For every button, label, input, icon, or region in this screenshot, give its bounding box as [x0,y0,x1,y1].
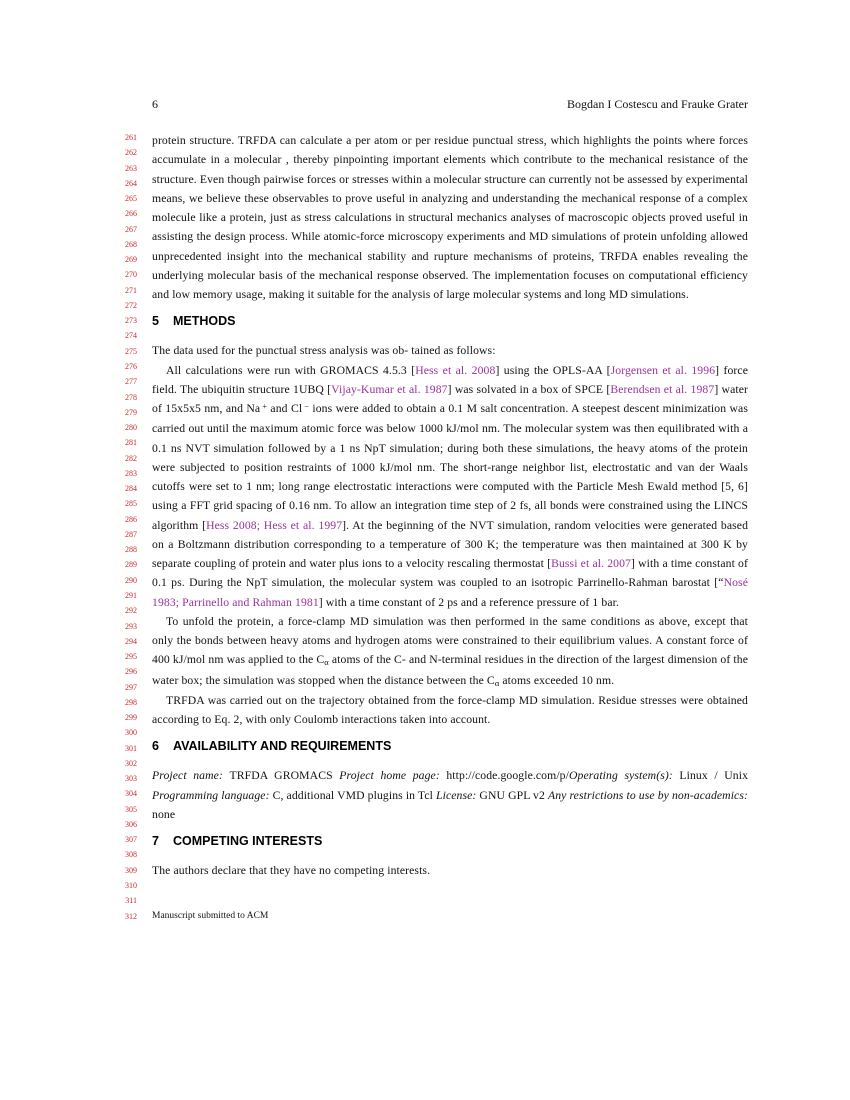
line-number: 286 [125,514,137,524]
section-heading [152,314,748,329]
line-number: 280 [125,423,137,433]
text-segment: Programming language: [152,788,273,802]
line-number: 271 [125,285,137,295]
line-number: 293 [125,621,137,631]
line-number: 298 [125,697,137,707]
text-segment: All calculations were run with GROMACS 4.5.3 [ [166,363,416,377]
line-number: 263 [125,163,137,173]
section-number: 6 [152,739,159,754]
text-segment: and Cl [267,402,303,415]
line-number: 292 [125,606,137,616]
section-number: 7 [152,834,159,848]
line-number: 270 [125,270,137,280]
line-number: 308 [125,850,137,860]
text-segment: To unfold the protein, a force-clamp MD simulation was then performed in the same conditions as above, except that only the bonds between heavy atoms and hydrogen atoms were constrained to their equilibrium values. A constant force of 400 kJ/mol nm was applied to the C [152,614,748,667]
line-number: 275 [125,346,137,356]
line-number: 272 [125,300,137,310]
text-segment: ] water of 15x5x5 nm, and Na [152,382,749,415]
line-number: 311 [125,896,137,906]
line-number: 266 [125,209,137,219]
line-number: 262 [125,148,137,158]
text-segment: ] was solvated in a box of SPCE [ [447,382,611,396]
line-number: 288 [125,545,137,555]
paragraph [152,361,748,612]
text-segment: Any restrictions to use by non-academics: [547,788,748,802]
paragraph [152,766,748,824]
text-segment: The data used for the punctual stress analysis was ob- tained as follows: [152,344,496,358]
text-segment: − [304,400,310,411]
line-number: 277 [125,377,137,387]
section-title: METHODS [173,314,236,329]
text-segment: protein structure. TRFDA can calculate a per atom or per residue punctual stress, which highlights the points where forces accumulate in a molecular , thereby pinpointing important elements which contribute to the mechanical resistance of the structure. Even though pairwise forces or stresses within a molecular structure can currently not be assessed by experimental means, we believe these observables to prove useful in analyzing and understanding the mechanical response of a complex molecule like a protein, just as stress calculations in structural mechanics analyses of macroscopic objects proved useful in assisting the design process. While atomic-force microscopy experiments and MD simulations of protein unfolding allowed unprecedented insight into the mechanical stability and rupture mechanisms of proteins, TRFDA enables revealing the underlying molecular basis of the mechanical response observed. The implementation focuses on computational efficiency and low memory usage, making it suitable for the analysis of large molecular systems and long MD simulations. [152,134,748,301]
text-segment: atoms exceeded 10 nm. [499,673,615,687]
text-segment: ]. At the beginning of the NVT simulation, random velocities were generated based on a Boltzmann distribution corresponding to a temperature of 300 K; the temperature was then maintained at 300 K by separate coupling of protein and water plus ions to a velocity rescaling thermostat [ [152,518,749,570]
line-number: 276 [125,361,137,371]
paragraph [152,341,748,360]
line-number: 282 [125,453,137,463]
section-title: COMPETING INTERESTS [173,834,323,848]
line-number: 307 [125,835,137,845]
citation-link[interactable]: Hess 2008; Hess et al. 1997 [206,518,343,532]
citation-link[interactable]: Nosé 1983; Parrinello and Rahman 1981 [152,576,748,609]
line-number: 285 [125,499,137,509]
line-number: 264 [125,178,137,188]
text-segment: TRFDA was carried out on the trajectory obtained from the force-clamp MD simulation. Residue stresses were obtained according to Eq. 2, with only Coulomb interactions taken into account. [152,693,748,726]
citation-link[interactable]: Berendsen et al. 1987 [610,382,715,396]
text-segment: ] with a time constant of 0.1 ps. During the NpT simulation, the molecular system was coupled to an isotropic Parrinello-Rahman barostat [“ [152,557,748,590]
section-heading [152,739,748,754]
page-header [152,97,748,112]
text-segment: GNU GPL v2 [479,788,548,802]
line-number: 297 [125,682,137,692]
line-number: 268 [125,239,137,249]
line-number: 278 [125,392,137,402]
text-segment: ions were added to obtain a 0.1 M salt concentration. A steepest descent minimization was carried out until the maximum atomic force was below 1000 kJ/mol nm. The molecular system was then equilibrated with a 0.1 ns NVT simulation followed by a 1 ns NpT simulation; during both these simulations, the heavy atoms of the protein were subjected to position restraints of 1000 kJ/mol nm. The short-range neighbor list, electrostatic and van der Waals cutoffs were set to 1 nm; long range electrostatic interactions were computed with the Particle Mesh Ewald method [5, 6] using a FFT grid spacing of 0.16 nm. To allow an integration time step of 2 fs, all bonds were constrained using the LINCS algorithm [ [152,402,748,532]
text-segment: ] using the OPLS-AA [ [495,363,611,377]
line-number: 279 [125,407,137,417]
line-number: 284 [125,484,137,494]
line-number: 274 [125,331,137,341]
line-number: 291 [125,590,137,600]
running-authors: Bogdan I Costescu and Frauke Grater [567,97,748,111]
citation-link[interactable]: Bussi et al. 2007 [551,557,632,570]
text-segment: Project home page: [339,769,447,783]
line-number: 295 [125,652,137,662]
line-number: 283 [125,468,137,478]
line-number: 296 [125,667,137,677]
text-segment: The authors declare that they have no competing interests. [152,864,431,877]
paragraph [152,131,748,304]
text-segment: ] force field. The ubiquitin structure 1UBQ [ [152,363,748,396]
section-heading [152,834,748,849]
line-number: 269 [125,255,137,265]
line-number: 290 [125,575,137,585]
text-segment: License: [436,788,480,802]
section-number: 5 [152,314,159,329]
text-segment: Project name: [152,769,230,783]
text-segment: TRFDA GROMACS [229,769,340,783]
citation-link[interactable]: Jorgensen et al. 1996 [610,363,716,377]
text-segment: none [152,807,176,821]
paragraph [152,691,748,730]
line-number: 303 [125,774,137,784]
citation-link[interactable]: Hess et al. 2008 [415,363,496,377]
text-segment: ] with a time constant of 2 ps and a reference pressure of 1 bar. [318,595,619,609]
text-segment: α [494,677,500,688]
line-number: 306 [125,819,137,829]
text-segment: atoms of the C- and N-terminal residues in the direction of the largest dimension of the water box; the simulation was stopped when the distance between the C [152,653,748,687]
text-segment: α [324,657,329,668]
line-number: 261 [125,133,137,142]
page-footer: Manuscript submitted to ACM [152,911,269,921]
page-number: 6 [152,97,158,111]
text-segment: Linux / Unix [679,769,749,783]
line-number: 305 [125,804,137,814]
text-segment: http://code.google.com/p/ [446,769,569,783]
citation-link[interactable]: Vijay-Kumar et al. 1987 [331,382,448,396]
text-segment: + [262,400,268,411]
line-number: 304 [125,789,137,799]
line-number: 301 [125,743,137,753]
line-number-gutter [112,130,137,924]
line-number: 273 [125,316,137,326]
line-number: 287 [125,529,137,539]
line-number: 299 [125,713,137,723]
line-number: 289 [125,560,137,570]
line-number: 309 [125,865,137,875]
line-number: 265 [125,194,137,204]
line-number: 300 [125,728,137,738]
line-number: 312 [125,911,137,921]
line-number: 281 [125,438,137,448]
paragraph [152,861,748,880]
line-number: 302 [125,758,137,768]
line-number: 294 [125,636,137,646]
text-segment: C, additional VMD plugins in Tcl [272,788,436,802]
paragraph [152,612,748,691]
line-number: 310 [125,881,137,891]
text-segment: Operating system(s): [568,769,680,783]
article-body [152,131,748,880]
line-number: 267 [125,224,137,234]
section-title: AVAILABILITY AND REQUIREMENTS [173,739,392,754]
